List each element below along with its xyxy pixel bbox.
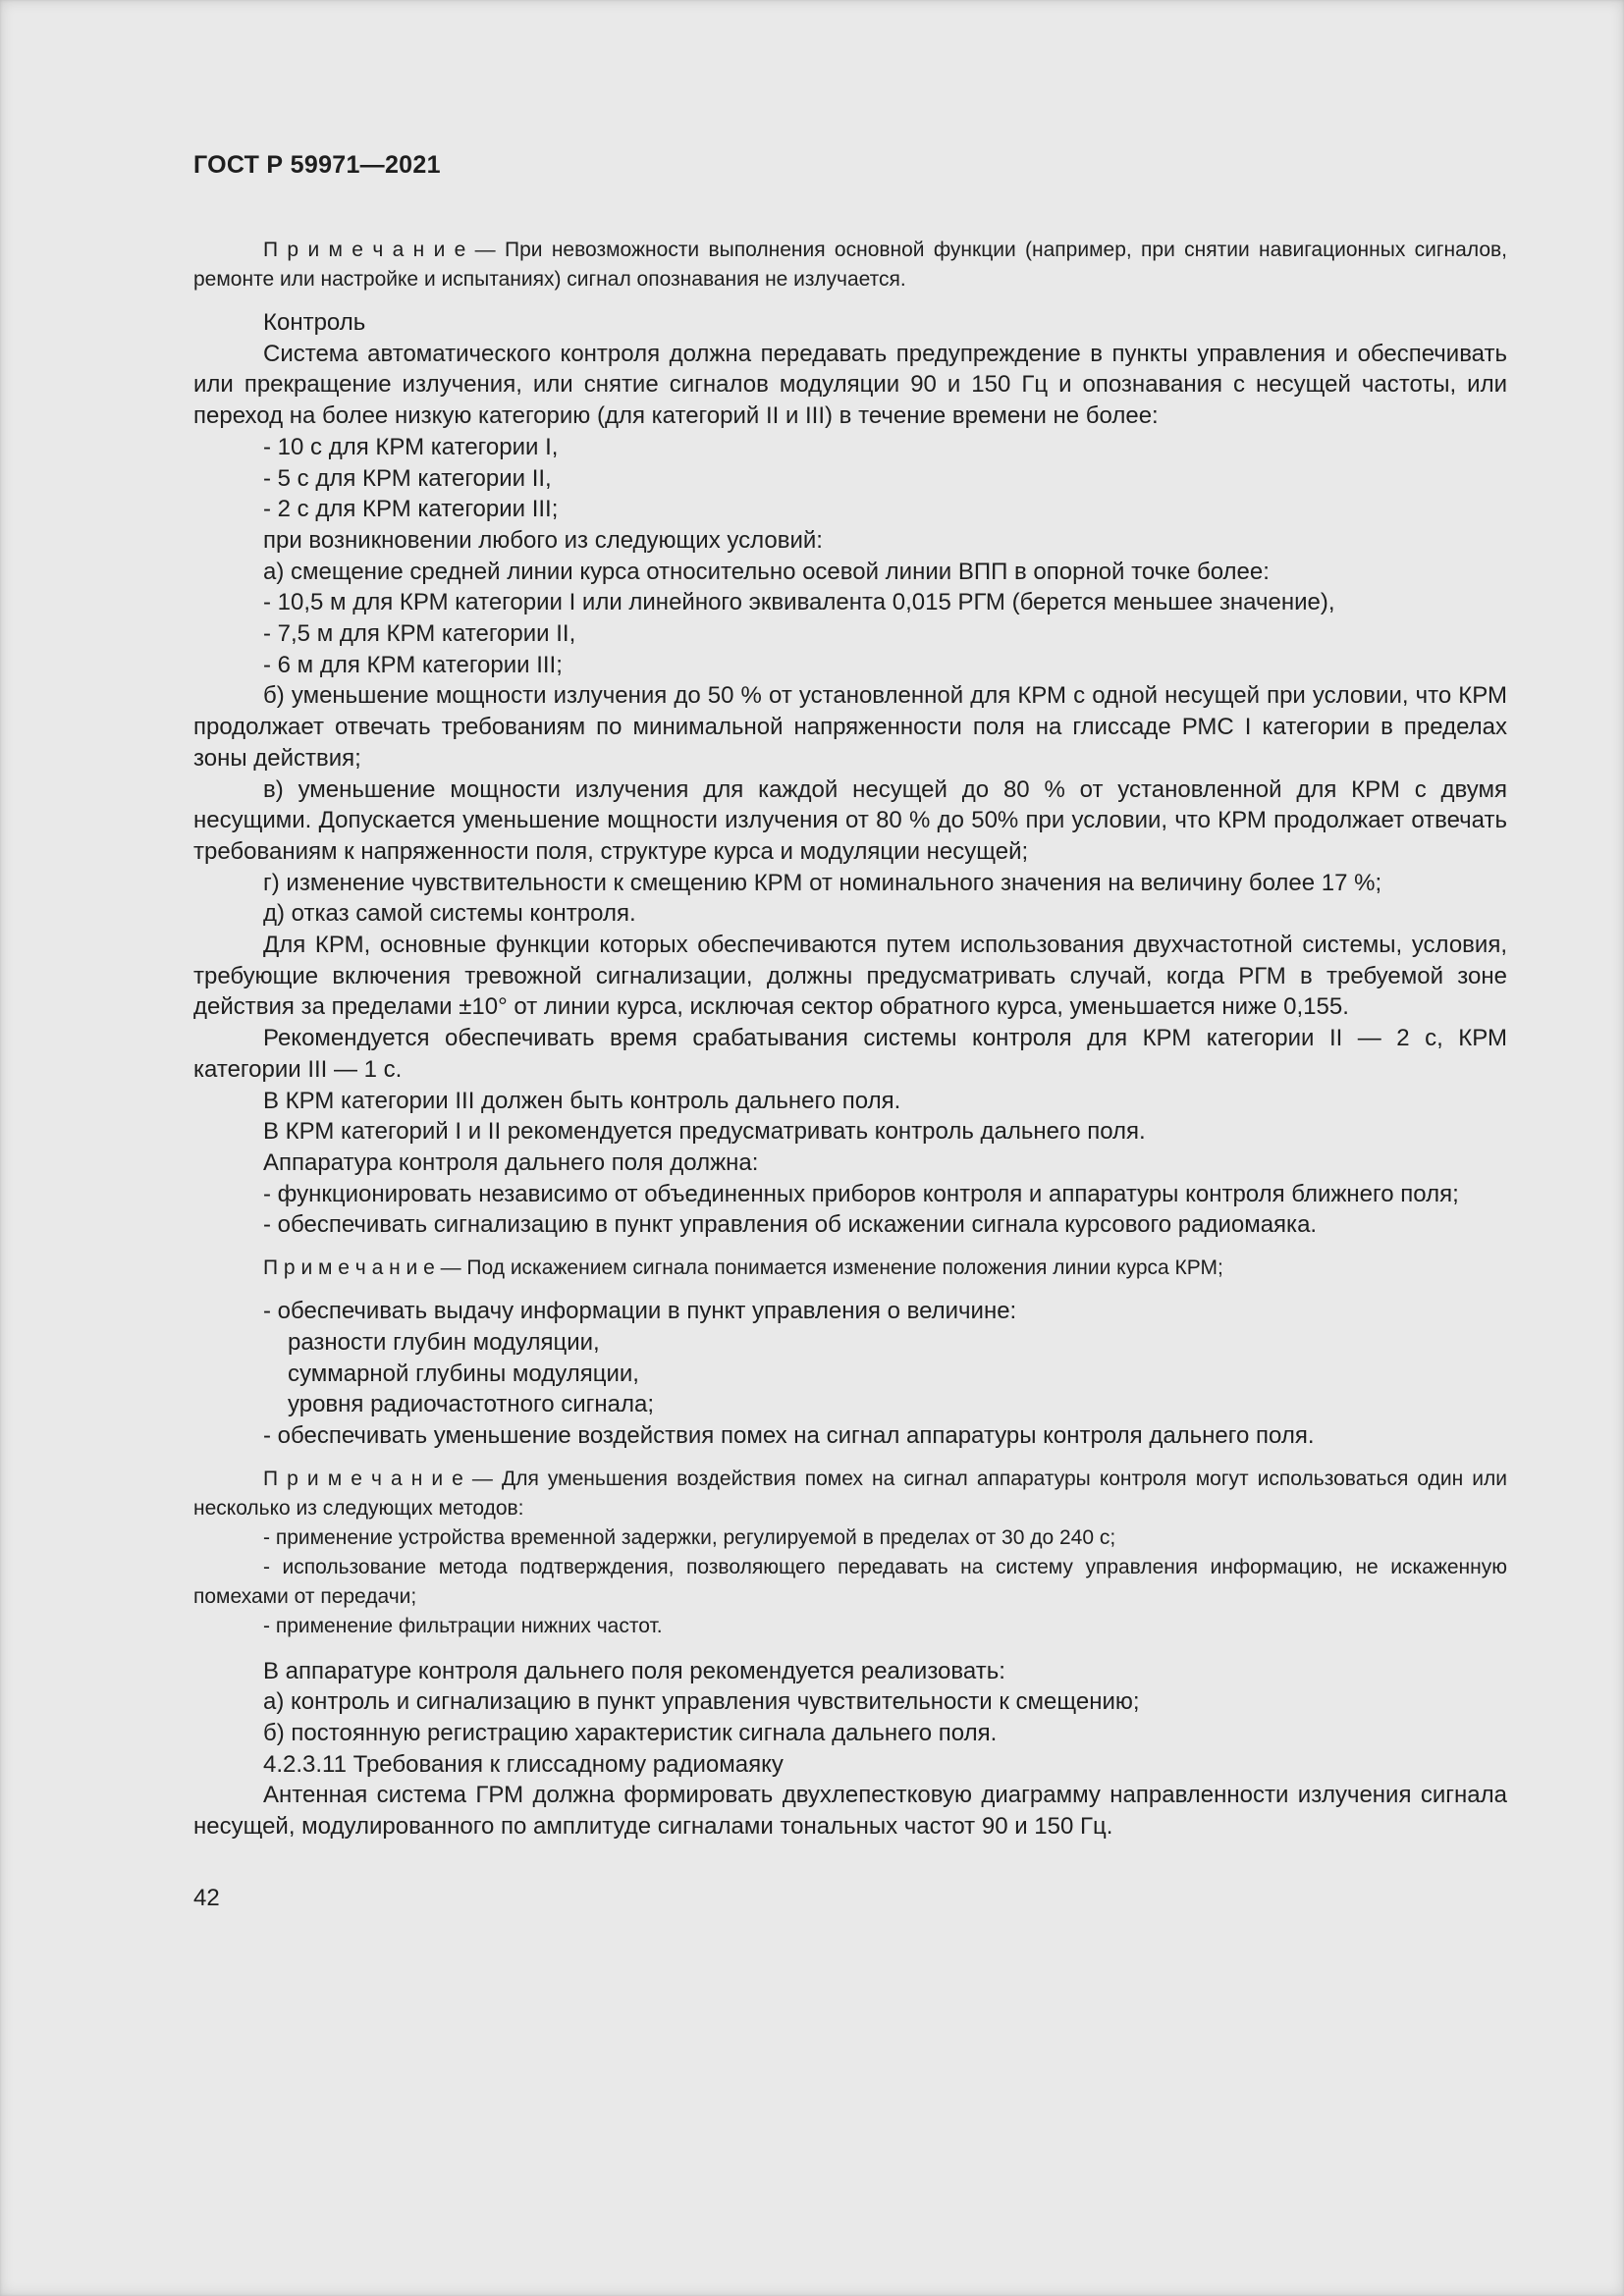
text-column	[193, 0, 1507, 1914]
paragraph: - обеспечивать выдачу информации в пункт управления о величине:	[263, 1298, 1017, 1325]
paragraph: а) контроль и сигнализацию в пункт управления чувствительности к смещению;	[263, 1688, 1140, 1716]
paragraph: Для КРМ, основные функции которых обеспечиваются путем использования двухчастотной системы, условия, требующие включения тревожной сигнализации, должны предусматривать случай, когда РГМ в требуемой зоне действия за пределами ±10° от линии курса, исключая сектор обратного курса, уменьшается ниже 0,155.	[193, 932, 1507, 1021]
paragraph: при возникновении любого из следующих условий:	[263, 526, 823, 554]
paragraph: Контроль	[263, 309, 366, 336]
paragraph: д) отказ самой системы контроля.	[263, 900, 636, 928]
note-paragraph: - применение устройства временной задержки, регулируемой в пределах от 30 до 240 с;	[263, 1525, 1116, 1549]
paragraph: - 5 с для КРМ категории II,	[263, 464, 552, 492]
paragraph: г) изменение чувствительности к смещению КРМ от номинального значения на величину более 17 %;	[263, 869, 1382, 896]
paragraph: - 10,5 м для КРМ категории I или линейного эквивалента 0,015 РГМ (берется меньшее значение),	[263, 589, 1335, 616]
paragraph: Аппаратура контроля дальнего поля должна:	[263, 1148, 759, 1176]
paragraph: В КРМ категорий I и II рекомендуется предусматривать контроль дальнего поля.	[263, 1118, 1146, 1146]
paragraph: - 2 с для КРМ категории III;	[263, 496, 559, 523]
paragraph: Антенная система ГРМ должна формировать двухлепестковую диаграмму направленности излучения сигнала несущей, модулированного по амплитуде сигналами тональных частот 90 и 150 Гц.	[193, 1782, 1507, 1841]
paragraph: суммарной глубины модуляции,	[288, 1360, 639, 1387]
note-paragraph: - использование метода подтверждения, позволяющего передавать на систему управления информацию, не искаженную помехами от передачи;	[193, 1555, 1507, 1608]
note-paragraph: П р и м е ч а н и е — Для уменьшения воздействия помех на сигнал аппаратуры контроля могут использоваться один или несколько из следующих методов:	[193, 1467, 1507, 1520]
paragraph: - 7,5 м для КРМ категории II,	[263, 620, 576, 648]
paragraph: уровня радиочастотного сигнала;	[288, 1391, 655, 1418]
paragraph: - 6 м для КРМ категории III;	[263, 651, 563, 678]
paragraph: в) уменьшение мощности излучения для каждой несущей до 80 % от установленной для КРМ с двумя несущими. Допускается уменьшение мощности излучения от 80 % до 50% при условии, что КРМ продолжает отвечать требованиям к напряженности поля, структуре курса и модуляции несущей;	[193, 775, 1507, 865]
paragraph: В КРМ категории III должен быть контроль дальнего поля.	[263, 1087, 901, 1114]
paragraph: Рекомендуется обеспечивать время срабатывания системы контроля для КРМ категории II — 2 с, КРМ категории III — 1 с.	[193, 1025, 1507, 1083]
note-paragraph: П р и м е ч а н и е — Под искажением сигнала понимается изменение положения линии курса КРМ;	[263, 1256, 1223, 1280]
paragraph: Система автоматического контроля должна передавать предупреждение в пункты управления и обеспечивать или прекращение излучения, или снятие сигналов модуляции 90 и 150 Гц и опознавания с несущей частоты, или переход на более низкую категорию (для категорий II и III) в течение времени не более:	[193, 340, 1507, 430]
paragraph: - обеспечивать сигнализацию в пункт управления об искажении сигнала курсового радиомаяка.	[263, 1211, 1318, 1239]
paragraph: б) постоянную регистрацию характеристик сигнала дальнего поля.	[263, 1720, 998, 1747]
note-paragraph: - применение фильтрации нижних частот.	[263, 1614, 663, 1637]
paragraph: - функционировать независимо от объединенных приборов контроля и аппаратуры контроля ближнего поля;	[263, 1180, 1459, 1207]
paragraph: б) уменьшение мощности излучения до 50 % от установленной для КРМ с одной несущей при условии, что КРМ продолжает отвечать требованиям по минимальной напряженности поля на глиссаде РМС I категории в пределах зоны действия;	[193, 682, 1507, 772]
paragraph: - обеспечивать уменьшение воздействия помех на сигнал аппаратуры контроля дальнего поля.	[263, 1421, 1315, 1449]
paragraph: а) смещение средней линии курса относительно осевой линии ВПП в опорной точке более:	[263, 558, 1270, 585]
page-number: 42	[193, 1884, 220, 1911]
paragraph: 4.2.3.11 Требования к глиссадному радиомаяку	[263, 1750, 784, 1778]
note-paragraph: П р и м е ч а н и е — При невозможности выполнения основной функции (например, при снятии навигационных сигналов, ремонте или настройке и испытаниях) сигнал опознавания не излучается.	[193, 239, 1507, 291]
document-header: ГОСТ Р 59971—2021	[193, 151, 441, 179]
paragraph: разности глубин модуляции,	[288, 1328, 600, 1356]
paragraph: В аппаратуре контроля дальнего поля рекомендуется реализовать:	[263, 1657, 1005, 1684]
paragraph: - 10 с для КРМ категории I,	[263, 433, 559, 460]
